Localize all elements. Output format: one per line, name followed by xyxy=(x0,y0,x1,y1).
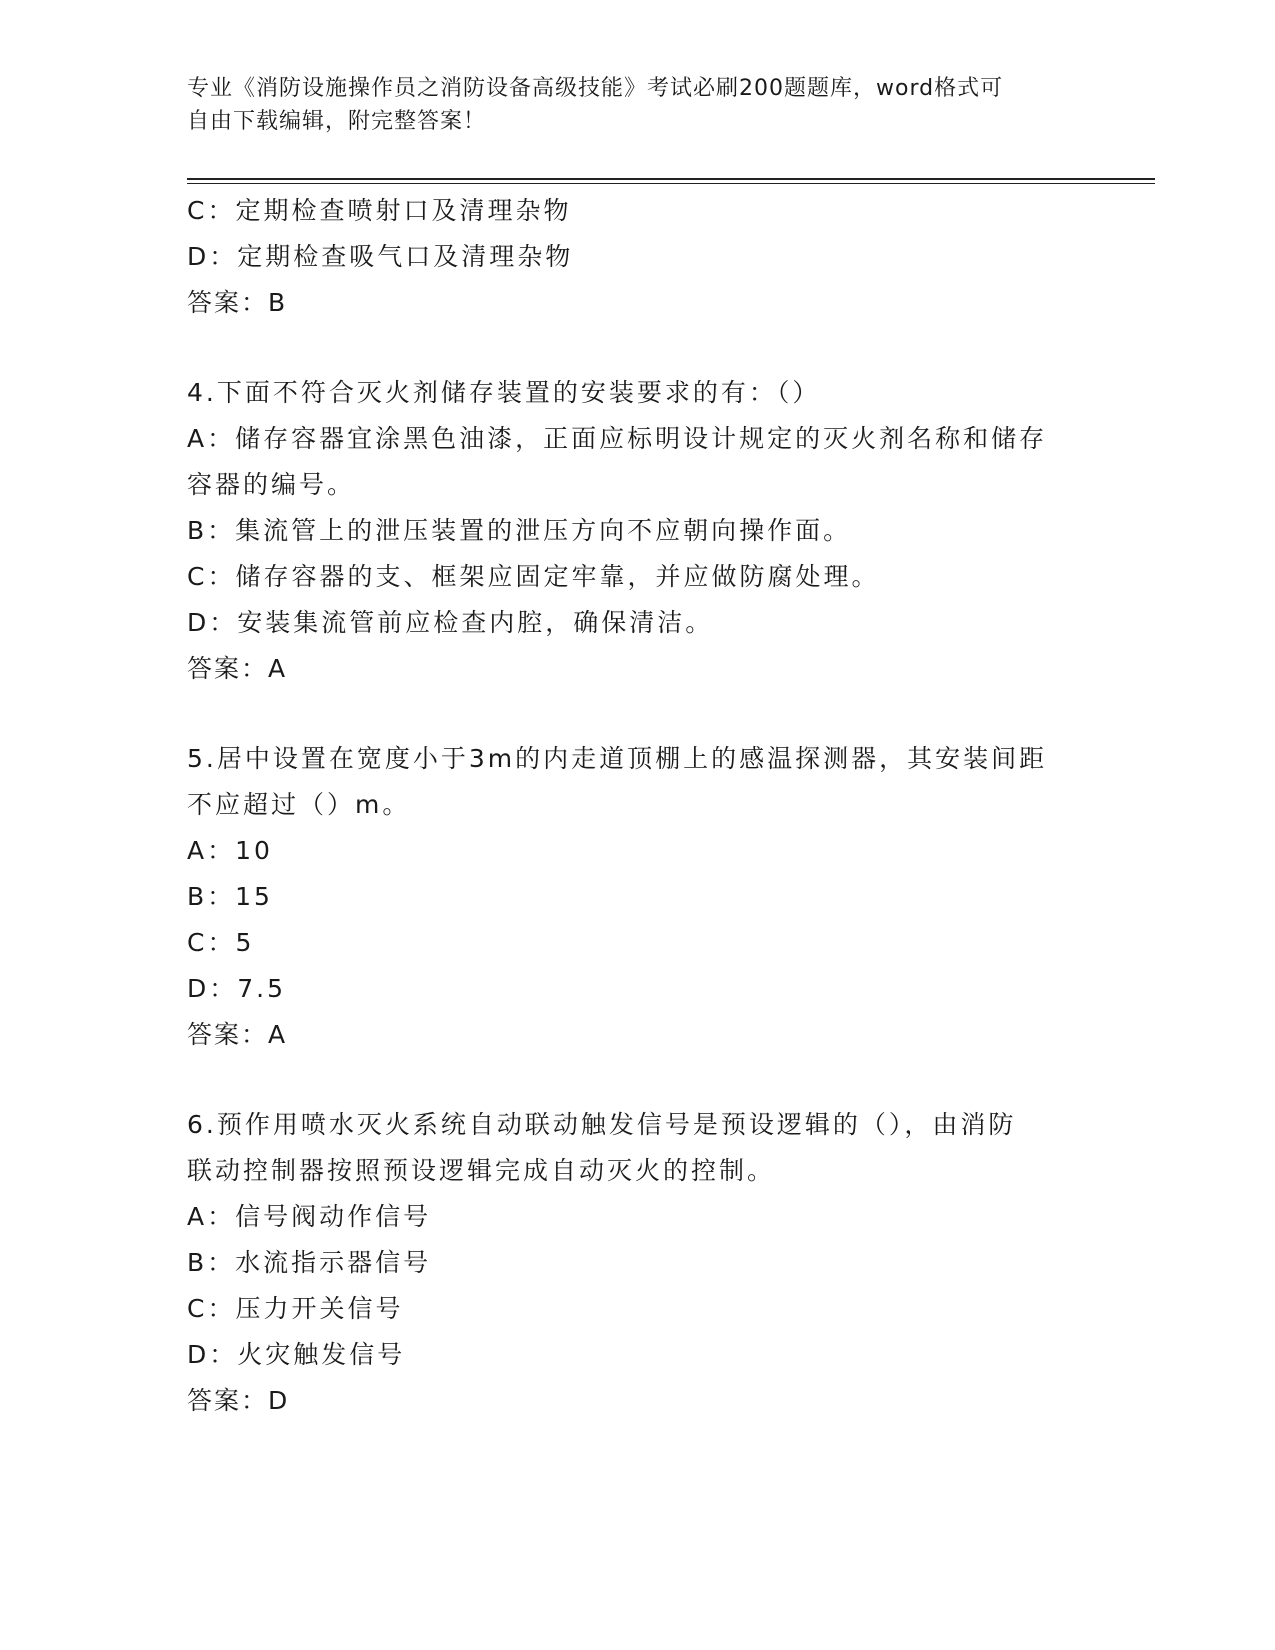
question-stem: 6.预作用喷水灭火系统自动联动触发信号是预设逻辑的（），由消防 xyxy=(187,1110,1017,1139)
option-c: C：5 xyxy=(187,928,255,957)
option-c: C：储存容器的支、框架应固定牢靠，并应做防腐处理。 xyxy=(187,562,880,591)
option-d: D：定期检查吸气口及清理杂物 xyxy=(187,242,574,271)
answer-line: 答案：A xyxy=(187,654,288,683)
option-a: A：信号阀动作信号 xyxy=(187,1202,432,1231)
question-block-4 xyxy=(187,370,1087,692)
question-block-5 xyxy=(187,736,1087,1058)
option-c: C：定期检查喷射口及清理杂物 xyxy=(187,196,572,225)
option-d: D：7.5 xyxy=(187,974,287,1003)
option-c: C：压力开关信号 xyxy=(187,1294,404,1323)
answer-line: 答案：B xyxy=(187,288,288,317)
question-block-partial xyxy=(187,188,1087,326)
question-stem-continued: 不应超过（）m。 xyxy=(187,790,411,819)
option-a: A：储存容器宜涂黑色油漆，正面应标明设计规定的灭火剂名称和储存 xyxy=(187,424,1048,453)
header-title-line-1: 专业《消防设施操作员之消防设备高级技能》考试必刷200题题库，word格式可 xyxy=(187,76,1004,101)
option-b: B：15 xyxy=(187,882,273,911)
header-title-line-2: 自由下载编辑，附完整答案！ xyxy=(187,109,487,134)
option-b: B：水流指示器信号 xyxy=(187,1248,432,1277)
option-a: A：10 xyxy=(187,836,273,865)
question-stem-continued: 联动控制器按照预设逻辑完成自动灭火的控制。 xyxy=(187,1156,776,1185)
option-d: D：火灾触发信号 xyxy=(187,1340,406,1369)
document-body xyxy=(187,188,1087,1424)
question-stem: 4.下面不符合灭火剂储存装置的安装要求的有：（） xyxy=(187,378,821,407)
answer-line: 答案：A xyxy=(187,1020,288,1049)
option-d: D：安装集流管前应检查内腔，确保清洁。 xyxy=(187,608,714,637)
option-a-continued: 容器的编号。 xyxy=(187,470,356,499)
header-divider xyxy=(187,178,1155,184)
option-b: B：集流管上的泄压装置的泄压方向不应朝向操作面。 xyxy=(187,516,852,545)
answer-line: 答案：D xyxy=(187,1386,290,1415)
question-stem: 5.居中设置在宽度小于3m的内走道顶棚上的感温探测器，其安装间距 xyxy=(187,744,1048,773)
question-block-6 xyxy=(187,1102,1087,1424)
page-header xyxy=(187,72,1077,138)
